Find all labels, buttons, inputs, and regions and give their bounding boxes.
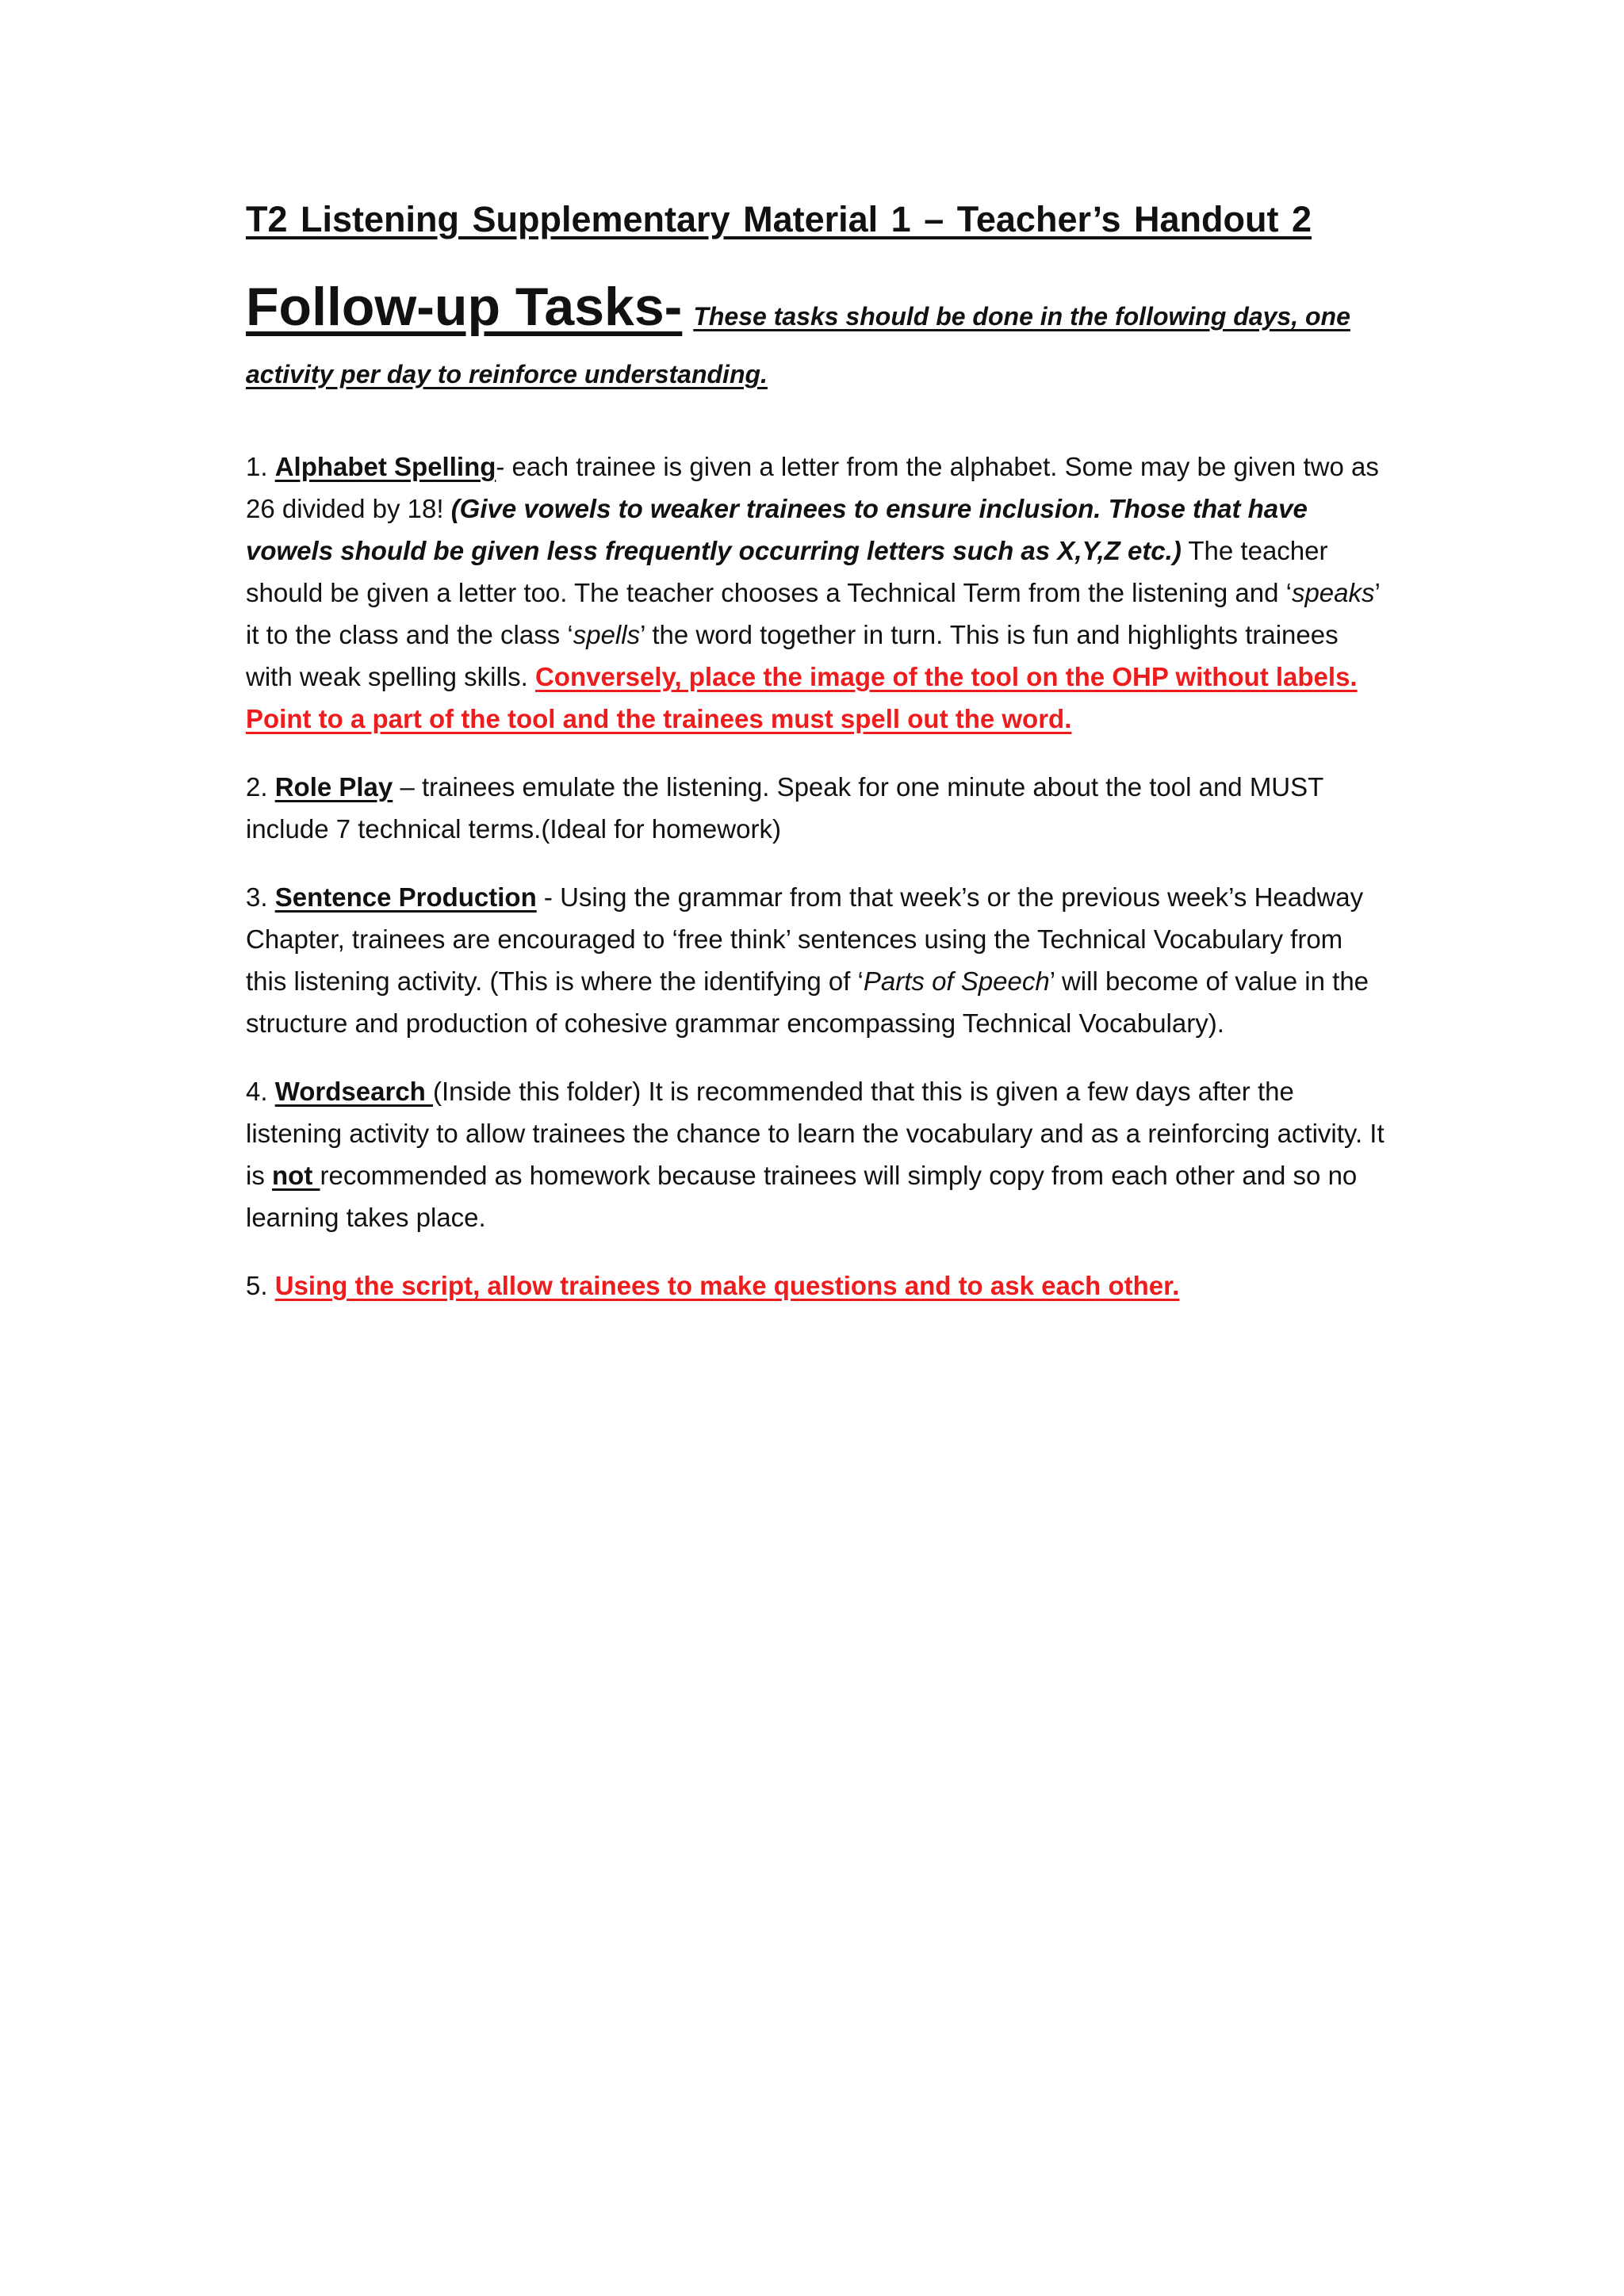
task-italic-word: speaks xyxy=(1291,578,1375,607)
task-term: Alphabet Spelling xyxy=(274,452,496,481)
task-item-sentence-production xyxy=(246,876,1388,1044)
task-text: - each trainee is given a letter from the alphabet. Some may be given two as 26 divided by 18! xyxy=(246,452,1379,523)
task-number: 3. xyxy=(246,882,268,912)
task-text: ’ it to the class and the class ‘ xyxy=(246,578,1380,649)
task-emphasis: (Give vowels to weaker trainees to ensure inclusion. Those that have vowels should be given less frequently occurring letters such as X,Y,Z etc.) xyxy=(246,494,1308,565)
task-term: Wordsearch xyxy=(274,1077,433,1106)
task-text: ’ the word together in turn. This is fun and highlights trainees with weak spelling skills. xyxy=(246,620,1339,691)
task-text: – trainees emulate the listening. Speak for one minute about the tool and MUST include 7 technical terms.(Ideal for homework) xyxy=(246,772,1323,844)
task-text: ’ will become of value in the structure and production of cohesive grammar encompassing Technical Vocabulary). xyxy=(246,966,1369,1038)
task-text: - Using the grammar from that week’s or the previous week’s Headway Chapter, trainees are encouraged to ‘free think’ sentences using the Technical Vocabulary from this listening activity. (This is where the identifying of ‘ xyxy=(246,882,1364,996)
task-term: Sentence Production xyxy=(274,882,537,912)
task-italic-word: Parts of Speech xyxy=(863,966,1050,996)
task-highlight: Using the script, allow trainees to make questions and to ask each other. xyxy=(274,1271,1180,1300)
task-term: Role Play xyxy=(274,772,393,802)
task-text: (Inside this folder) It is recommended that this is given a few days after the listening activity to allow trainees the chance to learn the vocabulary and as a reinforcing activity. It is xyxy=(246,1077,1385,1190)
task-emphasis: not xyxy=(272,1161,320,1190)
task-item-alphabet-spelling xyxy=(246,446,1388,740)
task-highlight: Conversely, place the image of the tool on the OHP without labels. Point to a part of the tool and the trainees must spell out the word. xyxy=(246,662,1358,733)
followup-note: These tasks should be done in the following days, one activity per day to reinforce understanding. xyxy=(246,302,1350,388)
task-item-role-play xyxy=(246,766,1388,850)
document-title: T2 Listening Supplementary Material 1 – Teacher’s Handout 2 xyxy=(246,199,1312,239)
followup-heading-block xyxy=(246,277,1388,406)
task-number: 4. xyxy=(246,1077,268,1106)
task-text: The teacher should be given a letter too. The teacher chooses a Technical Term from the listening and ‘ xyxy=(246,536,1328,607)
task-item-wordsearch xyxy=(246,1070,1388,1238)
followup-heading: Follow-up Tasks- xyxy=(246,277,683,337)
document-body xyxy=(246,198,1388,1333)
task-item-script-questions xyxy=(246,1265,1388,1307)
task-number: 2. xyxy=(246,772,268,802)
task-text: recommended as homework because trainees will simply copy from each other and so no learning takes place. xyxy=(246,1161,1358,1232)
task-italic-word: spells xyxy=(573,620,641,649)
task-number: 1. xyxy=(246,452,268,481)
task-number: 5. xyxy=(246,1271,268,1300)
